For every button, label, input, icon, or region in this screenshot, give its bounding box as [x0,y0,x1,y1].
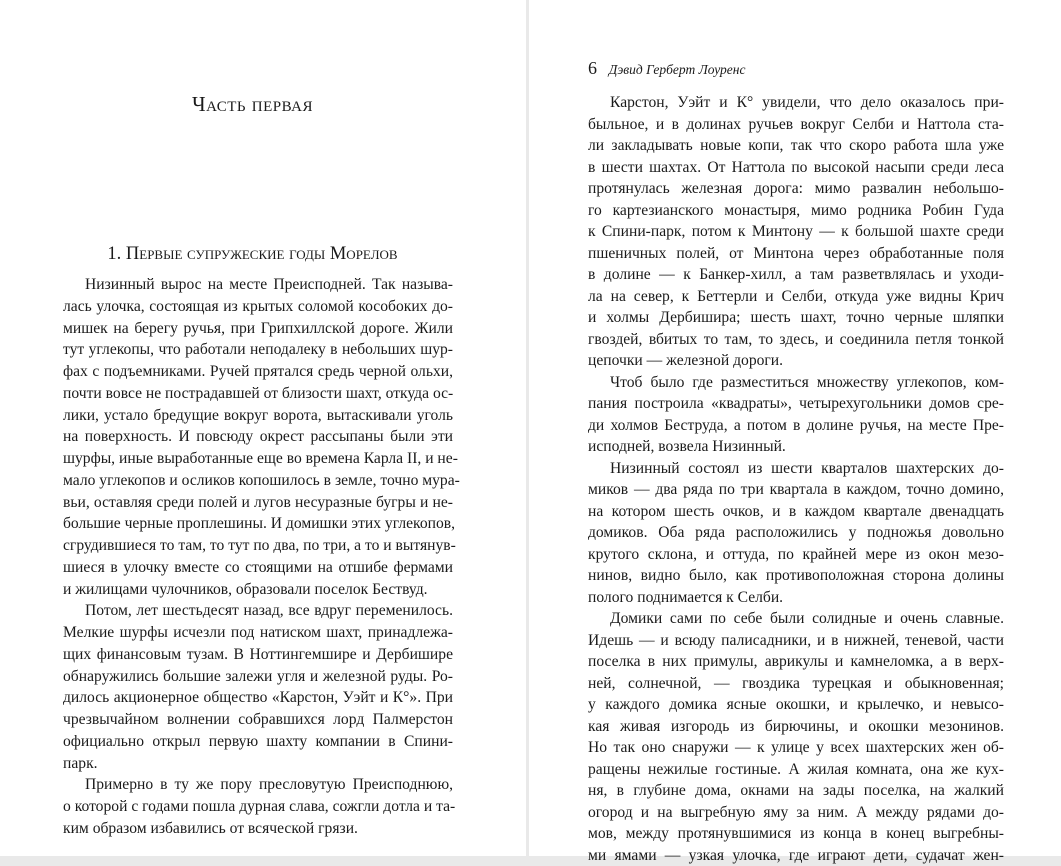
paragraph [588,608,1004,866]
text-line: ким образом избавились от всяческой грязи. [63,818,453,840]
text-line: ня, в глубине дома, окнами на зады поселка, на жалкий [588,780,1004,802]
text-line: почти вовсе не пострадавшей от близости шахт, откуда ос- [63,383,453,405]
running-head-author: Дэвид Герберт Лоуренс [609,62,746,77]
text-line: и холмы Дербишира; шесть шахт, точно черные шляпки [588,307,1004,329]
text-line: Примерно в ту же пору пресловутую Преисподнюю, [63,774,453,796]
right-page [529,0,1061,856]
text-line: крутого склона, и оттуда, по крайней мере из окон мезо- [588,544,1004,566]
text-line: пшеничных полей, от Минтона через обработанные поля [588,243,1004,265]
text-line: Низинный состоял из шести кварталов шахтерских до- [588,458,1004,480]
text-line: Домики сами по себе были солидные и очень славные. [588,608,1004,630]
text-line: поселка в них примулы, аврикулы и камнеломка, а в верх- [588,651,1004,673]
text-line: полого поднимается к Селби. [588,587,1004,609]
text-line: обнаружились большие залежи угля и железной руды. Ро- [63,666,453,688]
text-line: ди холмов Беструда, а потом в долине ручья, на месте Пре- [588,415,1004,437]
paragraph [63,774,453,839]
text-line: быльное, и в долинах ручьев вокруг Селби и Наттола ста- [588,114,1004,136]
text-line: го картезианского монастыря, мимо родника Робин Гуда [588,200,1004,222]
chapter-title: 1. Первые супружеские годы Морелов [0,244,505,265]
text-line: миков — два ряда по три квартала в каждом, точно домино, [588,479,1004,501]
text-line: на поверхность. И повсюду окрест рассыпаны были эти [63,426,453,448]
text-line: исподней, возвела Низинный. [588,436,1004,458]
text-line: мишек на берегу ручья, при Грипхиллской дороге. Жили [63,318,453,340]
text-line: ли закладывать новые копи, так что скоро работа шла уже [588,135,1004,157]
text-line: и жилищами чулочников, образовали поселок Бествуд. [63,579,453,601]
left-page [0,0,526,856]
paragraph [588,458,1004,609]
text-line: сгрудившиеся то там, то тут по два, по три, а то и вытянув- [63,535,453,557]
text-line: парк. [63,753,453,775]
text-line: шиеся в улочку вместе со стоящими на отшибе фермами [63,557,453,579]
paragraph [588,92,1004,372]
text-line: цепочки — железной дороги. [588,350,1004,372]
text-line: гвоздей, вбитых то там, то здесь, и соединила петля тонкой [588,329,1004,351]
text-line: лась улочка, состоящая из крытых соломой кособоких до- [63,296,453,318]
paragraph [63,274,453,600]
text-line: о которой с годами пошла дурная слава, сожгли дотла и та- [63,796,453,818]
part-title: Часть первая [0,92,505,117]
text-line: на котором шесть очков, и в каждом квартале двенадцать [588,501,1004,523]
text-line: ла на север, к Беттерли и Селби, откуда уже видны Крич [588,286,1004,308]
text-line: Низинный вырос на месте Преисподней. Так называ- [63,274,453,296]
text-line: в шести шахтах. От Наттола по высокой насыпи среди леса [588,157,1004,179]
page-number: 6 [588,58,597,78]
text-line: огород и на выгребную яму за ним. А между рядами до- [588,802,1004,824]
text-line: ней, солнечной, — гвоздика турецкая и обыкновенная; [588,673,1004,695]
text-line: Мелкие шурфы исчезли под натиском шахт, принадлежа- [63,622,453,644]
paragraph [63,600,453,774]
text-line: тут углекопы, что работали неподалеку в небольших шур- [63,339,453,361]
text-line: Идешь — и всюду палисадники, и в нижней, теневой, части [588,630,1004,652]
text-line: ми ямами — узкая улочка, где играют дети, судачат жен- [588,845,1004,866]
text-line: пания построила «квадраты», четырехугольники домов сре- [588,393,1004,415]
text-line: мало углекопов и осликов копошилось в земле, точно мура- [63,470,453,492]
text-line: Но так оно снаружи — к улице у всех шахтерских жен об- [588,737,1004,759]
text-line: вьи, оставляя среди полей и лугов несуразные бугры и не- [63,492,453,514]
text-line: большие черные проплешины. И домишки этих углекопов, [63,513,453,535]
text-line: ращены нежилые гостиные. А жилая комната, она же кух- [588,759,1004,781]
text-line: к Спини-парк, потом к Минтону — к большой шахте среди [588,221,1004,243]
text-line: в долине — к Банкер-хилл, а там разветвлялась и уходи- [588,264,1004,286]
text-line: Чтоб было где разместиться множеству углекопов, ком- [588,372,1004,394]
text-line: Карстон, Уэйт и К° увидели, что дело оказалось при- [588,92,1004,114]
running-head [588,58,745,79]
text-line: мов, между протянувшимися из конца в конец выгребны- [588,823,1004,845]
text-line: чрезвычайном волнении собравшихся лорд Палмерстон [63,709,453,731]
text-line: нинов, видно было, как противоположная сторона долины [588,565,1004,587]
paragraph [588,372,1004,458]
text-line: шурфы, иные выработанные еще во времена Карла II, и не- [63,448,453,470]
text-line: лики, устало бредущие вокруг ворота, вытаскивали уголь [63,405,453,427]
text-line: официально открыл первую шахту компании в Спини- [63,731,453,753]
text-line: у каждого домика ясные окошки, и крылечко, и невысо- [588,694,1004,716]
text-line: фах с подъемниками. Ручей прятался средь черной ольхи, [63,361,453,383]
text-line: протянулась железная дорога: мимо развалин небольшо- [588,178,1004,200]
text-line: щих финансовым тузам. В Ноттингемшире и Дербишире [63,644,453,666]
text-line: дилось акционерное общество «Карстон, Уэйт и К°». При [63,687,453,709]
right-body-text [588,92,1004,866]
text-line: домиков. Оба ряда расположились у подножья довольно [588,522,1004,544]
left-body-text [63,274,453,840]
text-line: Потом, лет шестьдесят назад, все вдруг переменилось. [63,600,453,622]
text-line: кая живая изгородь из бирючины, и окошки мезонинов. [588,716,1004,738]
